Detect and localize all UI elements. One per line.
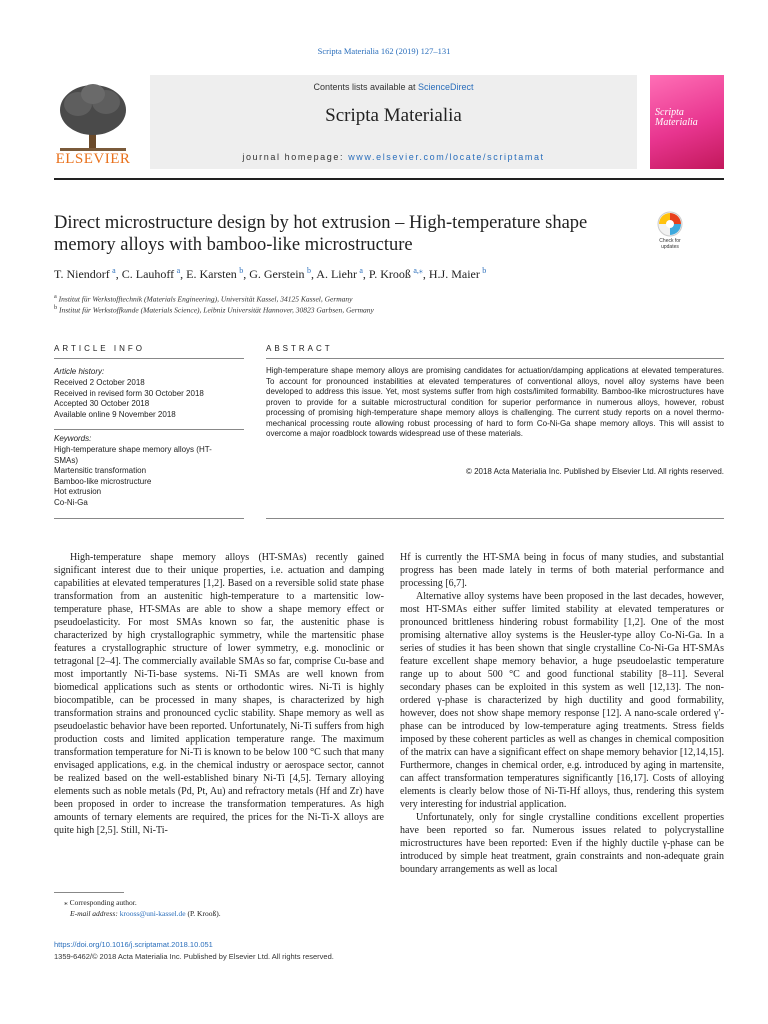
abstract-text: High-temperature shape memory alloys are promising candidates for actuation/damping applications at elevated temperatures. To account for pronounced instabilities at elevated temperatures of conventional alloys, novel alloy systems have been developed to address this issue. Yet, most systems suffer from high costs/limited formability. Bamboo-like microstructures have proven to provide for a suitable microstructural condition for superior performance in numerous alloys, however, robust processing of promising high-temperature shape memory alloys is challenging. The current study reports on a novel thermo-mechanical processing route allowing robust processing of hard to form Co-Ni-Ga shape memory alloys. This will assist to overcome a major roadblock towards widespread use of these materials. bbox=[266, 366, 724, 438]
affiliation-a bbox=[54, 293, 724, 304]
contents-line bbox=[150, 82, 637, 92]
keywords-label: Keywords: bbox=[54, 434, 92, 443]
author-affil-link[interactable]: a bbox=[176, 266, 181, 275]
keyword-item: Martensitic transformation bbox=[54, 466, 147, 475]
cover-title: Scripta Materialia bbox=[655, 107, 698, 128]
journal-reference-link[interactable]: Scripta Materialia 162 (2019) 127–131 bbox=[317, 46, 451, 56]
crossmark-label-line2: updates bbox=[661, 244, 679, 250]
issn-copyright: 1359-6462/© 2018 Acta Materialia Inc. Published by Elsevier Ltd. All rights reserved. bbox=[54, 952, 334, 961]
keyword-item: Bamboo-like microstructure bbox=[54, 476, 152, 486]
divider bbox=[54, 358, 244, 359]
author-affil-link[interactable]: b bbox=[239, 266, 244, 275]
divider bbox=[54, 429, 244, 430]
body-paragraph: Hf is currently the HT-SMA being in focus of many studies, and substantial progress has been made lately in terms of both material performance and processing [6,7]. bbox=[400, 552, 724, 589]
homepage-prefix: journal homepage: bbox=[242, 152, 349, 162]
divider bbox=[266, 518, 724, 519]
author-affil-link[interactable]: a bbox=[359, 266, 363, 275]
elsevier-wordmark: ELSEVIER bbox=[55, 151, 131, 167]
affiliation-b bbox=[54, 304, 724, 315]
homepage-link[interactable]: www.elsevier.com/locate/scriptamat bbox=[348, 152, 545, 162]
body-paragraph: Alternative alloy systems have been proposed in the last decades, however, most HT-SMAs either suffer limited stability at elevated temperatures or pronounced brittleness hindering robust formability [1,2]. One of the most promising alternative alloy systems is the Heusler-type alloy Co-Ni-Ga. In a series of studies it has been shown that single crystalline Co-Ni-Ga HT-SMAs feature excellent shape memory behavior, a huge pseudoelastic temperature range up to about 500 °C and good functional stability [8–11]. Several secondary phases can be exploited in this system as well [12,13]. The non-ordered γ-phase is characterized by high ductility and good formability, however, does not show shape memory response [12]. A nano-scale ordered γ′-phase can be introduced by low-temperature aging treatments. Stress fields imposed by these coherent particles as well as changes in chemical composition of the matrix can have a significant effect on shape memory behavior [12,14,15]. Furthermore, changes in chemical order, e.g. introduced by aging in martensite, can affect transformation temperatures significantly [16,17]. Costs of alloying elements is clearly below those of Ni-Ti-Hf alloys, thus, rendering this system very interesting for industrial application. bbox=[400, 591, 724, 810]
contents-prefix: Contents lists available at bbox=[313, 82, 419, 92]
article-history bbox=[54, 378, 244, 420]
homepage-line bbox=[150, 152, 637, 162]
article-info-heading: ARTICLE INFO bbox=[54, 344, 145, 353]
email-link[interactable]: krooss@uni-kassel.de bbox=[119, 909, 186, 918]
body-column-right bbox=[400, 551, 724, 876]
author-name: E. Karsten bbox=[186, 267, 237, 281]
history-label: Article history: bbox=[54, 367, 105, 376]
keyword-item: Hot extrusion bbox=[54, 487, 102, 496]
crossmark-label bbox=[646, 238, 694, 250]
body-column-left: High-temperature shape memory alloys (HT-SMAs) recently gained significant interest due to their unique properties, i.e. actuation and damping capabilities at elevated temperatures [1,2]. Based on a reversible solid state phase transformation from an austenitic high-temperature to a martensitic low-temperature phase, HT-SMAs are able to show a shape memory effect or pseudoelasticity. For most SMAs known so far, the austenitic phase is characterized by high crystallographic symmetry, while the martensitic phase features a crystallographic structure of lower symmetry, e.g. monoclinic or tetragonal [2–4]. The commercially available SMAs so far, comprise Cu-base and most importantly Ni-Ti-base systems. Ni-Ti SMAs are well known from biomedical applications such as stents or orthodontic wires. Ni-Ti is highly biocompatible, can be processed in many shapes, is characterized by high transformation strains and pronounced cyclic stability. Shape memory as well as pseudoelastic behavior have been reported. Unfortunately, Ni-Ti suffers from high production costs and limited application temperature range. The maximum transformation temperature for Ni-Ti is known to be below 100 °C such that many envisaged applications, e.g. in the chemical industry or aerospace sector, cannot be realized based on the well-established binary Ni-Ti [4,5]. Ternary alloying elements such as noble metals (Pd, Pt, Au) and refractory metals (Hf and Zr) have been proposed in order to increase the transformation temperatures. As high amounts of ternary elements are required, the prices for the Ni-Ti-X alloys are quite high [2,5]. Still, Ni-Ti- bbox=[54, 552, 384, 836]
crossmark-label-line1: Check for bbox=[659, 238, 681, 244]
history-item: Received in revised form 30 October 2018 bbox=[54, 388, 204, 398]
keyword-item: High-temperature shape memory alloys (HT-SMAs) bbox=[54, 445, 212, 465]
divider bbox=[54, 518, 244, 519]
divider bbox=[266, 358, 724, 359]
email-owner: (P. Krooß). bbox=[185, 909, 221, 918]
body-paragraph: Unfortunately, only for single crystalline conditions excellent properties have been reported so far. Numerous issues related to polycrystalline microstructures have been reported: Even if the highly ductile γ-phase can be introduced by simple heat treatment, grain constraints and non-adequate grain boundary arrangements as well as local bbox=[400, 812, 724, 875]
elsevier-logo bbox=[54, 80, 132, 168]
affiliation-text: Institut für Werkstofftechnik (Materials Engineering), Universität Kassel, 34125 Kassel, Germany bbox=[58, 294, 353, 304]
history-item: Received 2 October 2018 bbox=[54, 378, 145, 387]
affiliation-text: Institut für Werkstoffkunde (Materials Science), Leibniz Universität Hannover, 30823 Garbsen, Germany bbox=[59, 305, 374, 315]
abstract-copyright: © 2018 Acta Materialia Inc. Published by Elsevier Ltd. All rights reserved. bbox=[465, 467, 724, 476]
author-name: G. Gerstein bbox=[249, 267, 305, 281]
author-affil-link[interactable]: b bbox=[306, 266, 311, 275]
history-item: Available online 9 November 2018 bbox=[54, 409, 176, 419]
history-item: Accepted 30 October 2018 bbox=[54, 399, 150, 408]
journal-title: Scripta Materialia bbox=[325, 105, 462, 126]
author-affil-link[interactable]: a,⁎ bbox=[413, 266, 423, 275]
masthead-divider bbox=[54, 178, 724, 180]
author-name: P. Krooß bbox=[368, 267, 411, 281]
footnote-marker: ⁎ bbox=[64, 898, 68, 907]
email-label: E-mail address: bbox=[70, 909, 120, 918]
doi-link[interactable]: https://doi.org/10.1016/j.scriptamat.2018.10.051 bbox=[54, 940, 213, 949]
keyword-list bbox=[54, 445, 229, 508]
author-list: T. Niendorf $^a$, C. Lauhoff $^a$, E. Karsten $^b$, G. Gerstein $^b$, A. Liehr $^a$, P. Krooß $^{a,⁎}$, H.J. Maier $^b$ bbox=[54, 266, 487, 281]
author-name: C. Lauhoff bbox=[121, 267, 175, 281]
author-name: T. Niendorf bbox=[54, 267, 110, 281]
corresponding-author-note: Corresponding author. bbox=[69, 898, 137, 907]
author-affil-link[interactable]: a bbox=[112, 266, 116, 275]
sciencedirect-link[interactable]: ScienceDirect bbox=[418, 82, 474, 92]
footnote-divider bbox=[54, 892, 124, 893]
author-name: A. Liehr bbox=[316, 267, 357, 281]
author-name: H.J. Maier bbox=[428, 267, 480, 281]
author-affil-link[interactable]: b bbox=[482, 266, 487, 275]
affiliation-marker: a bbox=[54, 293, 57, 300]
paper-title: Direct microstructure design by hot extrusion – High-temperature shape memory alloys with bamboo-like microstructure bbox=[54, 213, 588, 255]
abstract-heading: ABSTRACT bbox=[266, 344, 333, 353]
footnote bbox=[54, 895, 384, 919]
crossmark-icon bbox=[650, 210, 690, 240]
affiliation-marker: b bbox=[54, 304, 58, 311]
keyword-item: Co-Ni-Ga bbox=[54, 497, 88, 507]
